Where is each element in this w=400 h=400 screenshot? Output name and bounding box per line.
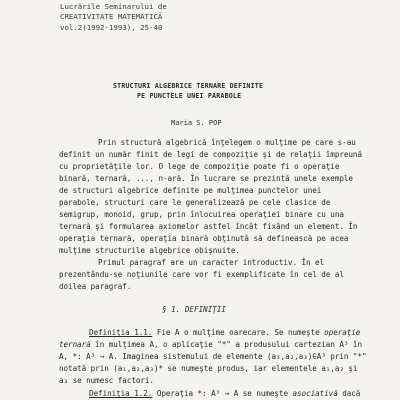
intro-line: ternară şi formularea axiomelor astfel încât fixând un element. În — [59, 222, 358, 231]
journal-header-line2: CREATIVITATE MATEMATICĂ — [60, 12, 163, 21]
definition-1-1-line4: notată prin (a₁,a₂,a₃)* se numeşte produs, iar elementele a₁,a₂ şi — [59, 364, 358, 373]
definition-1-2-line1 — [89, 390, 360, 398]
author-name: Maria S. POP — [171, 119, 222, 127]
intro-line: cu proprietăţile lor. O lege de compoziţie poate fi o operaţie — [59, 162, 340, 171]
intro-line: parabole, structuri care le generalizează pe cele clasice de — [59, 198, 331, 207]
definition-1-2-label: Definiţia 1.2. — [89, 389, 153, 398]
definition-1-1-line1 — [89, 329, 360, 337]
definition-1-1-line5: a₃ se numesc factori. — [59, 376, 154, 385]
definition-1-1-line2 — [59, 341, 362, 349]
intro-line: Primul paragraf are un caracter introductiv. În el — [98, 258, 325, 267]
section-heading: § 1. DEFINIŢII — [162, 305, 227, 314]
intro-line: prezentându-se noţiunile care vor fi exemplificate în cel de al — [59, 270, 344, 279]
definition-term: operaţie — [324, 328, 361, 337]
intro-line: Prin structură algebrică înţelegem o mulţime pe care s-au — [98, 138, 356, 147]
paper-title-line1: STRUCTURI ALGEBRICE TERNARE DEFINITE — [113, 82, 264, 90]
definition-term: ternară — [59, 340, 91, 349]
intro-line: doilea paragraf. — [59, 282, 132, 291]
definition-1-1-label: Definiţia 1.1. — [89, 328, 153, 337]
intro-line: definit un număr finit de legi de compoziţie şi de relaţii împreună — [59, 150, 362, 159]
intro-line: binară, ternară, ..., n-ară. În lucrare se prezintă unele exemple — [59, 174, 353, 183]
definition-text: Fie A o mulţime oarecare. Se numeşte — [152, 328, 325, 337]
definition-text: Operaţia *: A³ → A se numeşte — [152, 389, 293, 398]
definition-text: dacă — [337, 389, 361, 398]
paper-title-line2: PE PUNCTELE UNEI PARABOLE — [137, 92, 242, 100]
journal-header-line1: Lucrările Seminarului de — [60, 2, 167, 11]
journal-header-line3: vol.2(1992-1993), 25-40 — [60, 23, 163, 32]
definition-term: asociativă — [292, 389, 338, 398]
intro-line: operaţia ternară, operaţia binară obţinută să definească pe acea — [59, 234, 349, 243]
definition-text: în mulţimea A, o aplicaţie "*" a produsului cartezian A³ în — [90, 340, 362, 349]
intro-line: de structuri algebrice definite pe mulţimea punctelor unei — [59, 186, 322, 195]
definition-1-1-line3: A, *: A³ → A. Imaginea sistemului de elemente (a₁,a₂,a₃)∈A³ prin "*" — [59, 352, 367, 361]
intro-line: semigrup, monoid, grup, prin înlocuirea operaţiei binare cu una — [59, 210, 344, 219]
intro-line: mulţime structurile algebrice obişnuite. — [59, 246, 240, 255]
